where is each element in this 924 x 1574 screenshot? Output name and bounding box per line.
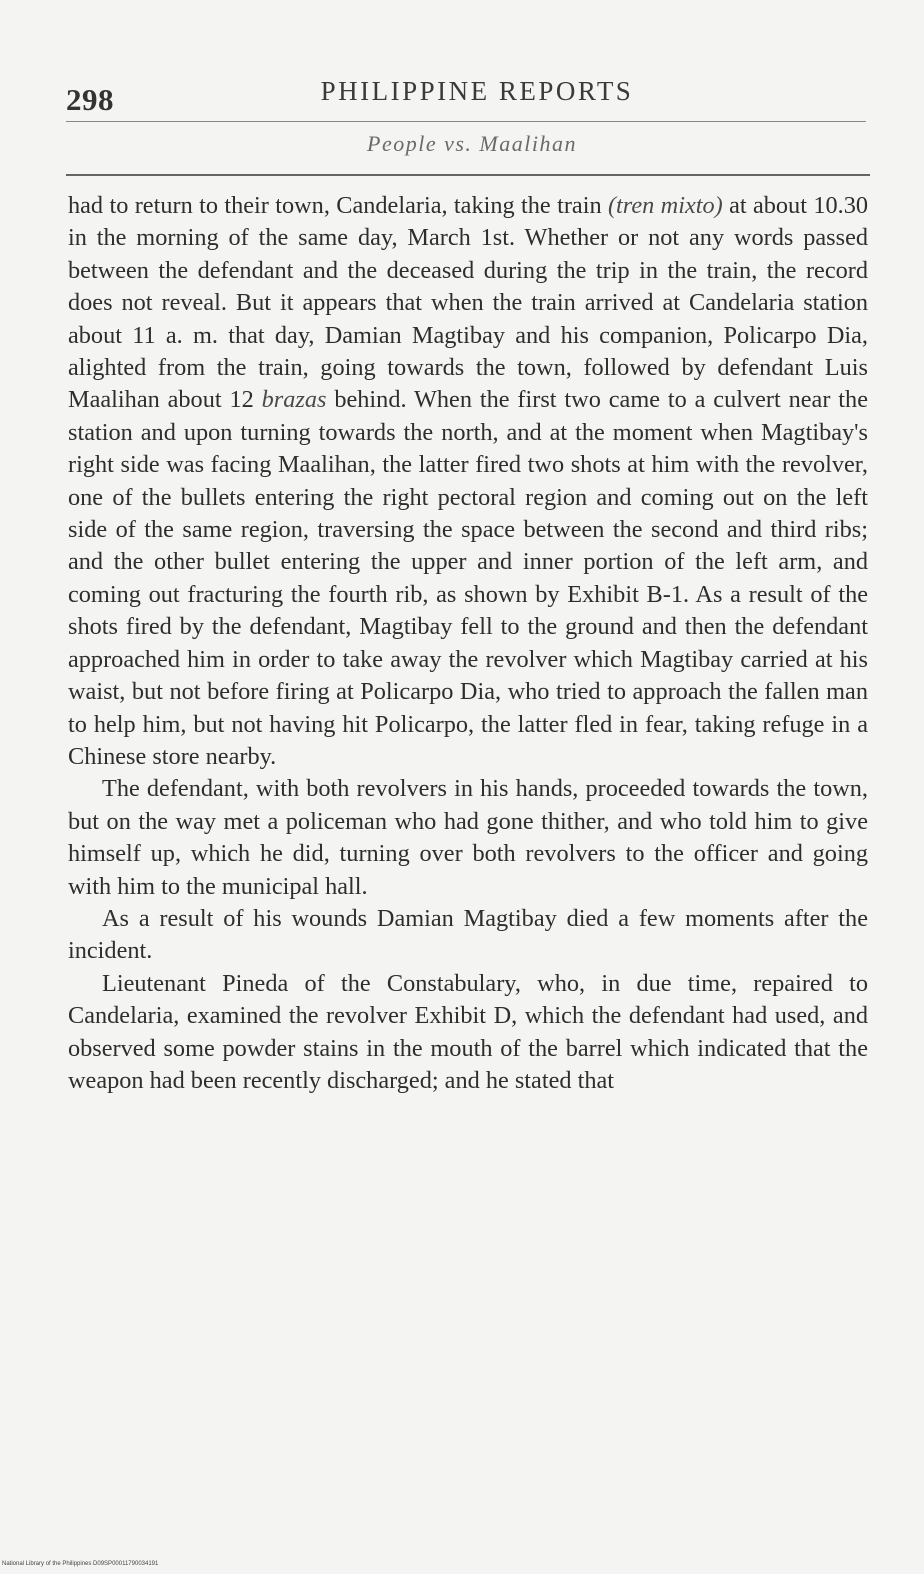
header-rule [66,121,866,122]
text-run: had to return to their town, Candelaria, taking the train [68,192,608,219]
case-title: People vs. Maalihan [367,131,577,156]
italic-term: brazas [261,386,327,414]
paragraph [68,903,868,968]
body-text [68,190,868,1097]
paragraph [68,968,868,1098]
paragraph [68,773,868,903]
italic-term: (tren mixto) [607,192,723,219]
paragraph [68,190,868,773]
running-head: PHILIPPINE REPORTS [320,76,634,106]
text-run: As a result of his wounds Damian Magtibay died a few moments after the incident. [68,904,868,965]
text-run: The defendant, with both revolvers in his hands, proceeded towards the town, but on the way met a policeman who had gone thither, and who told him to give himself up, which he did, turning over both revolvers to the officer and going with him to the municipal hall. [68,775,868,900]
text-run: behind. When the first two came to a culvert near the station and upon turning towards the north, and at the moment when Magtibay's right side was facing Maalihan, the latter fired two shots at him with the revolver, one of the bullets entering the right pectoral region and coming out on the left side of the same region, traversing the space between the second and third ribs; and the other bullet entering the upper and inner portion of the left arm, and coming out fracturing the fourth rib, as shown by Exhibit B-1. As a result of the shots fired by the defendant, Magtibay fell to the ground and then the defendant approached him in order to take away the revolver which Magtibay carried at his waist, but not before firing at Policarpo Dia, who tried to approach the fallen man to help him, but not having hit Policarpo, the latter fled in fear, taking refuge in a Chinese store nearby. [68,386,868,770]
text-run: Lieutenant Pineda of the Constabulary, who, in due time, repaired to Candelaria, examined the revolver Exhibit D, which the defendant had used, and observed some powder stains in the mouth of the barrel which indicated that the weapon had been recently discharged; and he stated that [68,969,868,1094]
footer-archive-line: National Library of the Philippines D09SP00011790034191 [2,1561,159,1567]
page-number: 298 [66,82,114,117]
text-run: at about 10.30 in the morning of the same day, March 1st. Whether or not any words passed between the defendant and the deceased during the trip in the train, the record does not reveal. But it appears that when the train arrived at Candelaria station about 11 a. m. that day, Damian Magtibay and his companion, Policarpo Dia, alighted from the train, going towards the town, followed by defendant Luis Maalihan about 12 [68,192,868,414]
body-rule [66,174,870,176]
